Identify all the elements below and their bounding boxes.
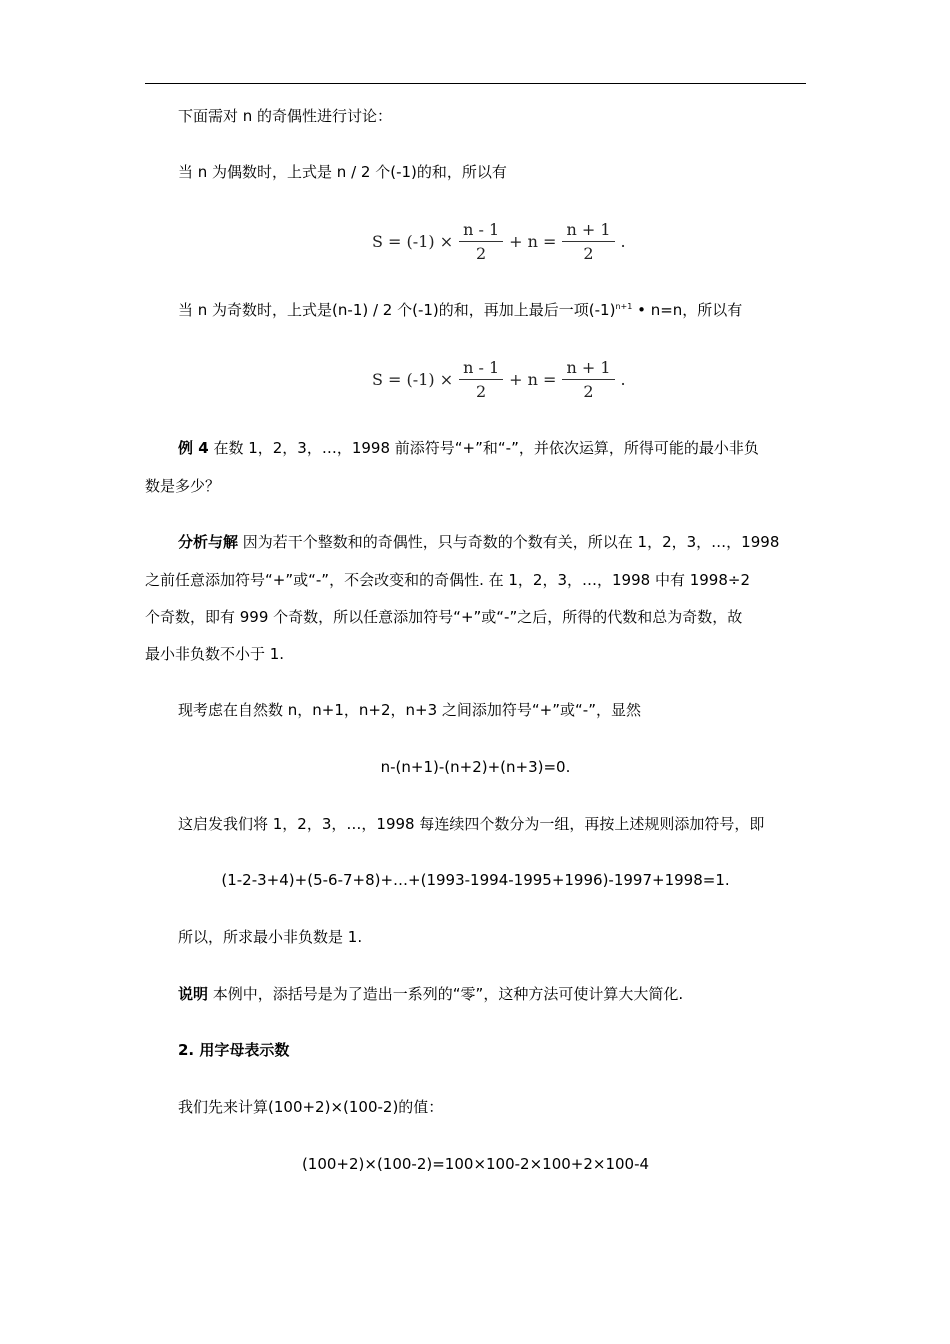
section-heading: 2. 用字母表示数 <box>178 1041 290 1059</box>
odd-case-text: 当 n 为奇数时，上式是(n-1) / 2 个(-1)的和，再加上最后一项(-1) <box>178 301 616 319</box>
formula-odd <box>370 355 628 403</box>
equation-grouped-sum: (1-2-3+4)+(5-6-7+8)+…+(1993-1994-1995+1996)-1997+1998=1. <box>221 871 730 889</box>
fraction-numerator: n - 1 <box>459 220 503 242</box>
exponent: n+1 <box>615 302 633 311</box>
odd-case-text-end: • n=n，所以有 <box>632 301 743 319</box>
analysis-line-4: 最小非负数不小于 1. <box>145 645 285 663</box>
fraction <box>459 358 503 401</box>
note-text: 本例中，添括号是为了造出一系列的“零”，这种方法可使计算大大简化. <box>208 985 684 1003</box>
fraction-denominator: 2 <box>583 243 594 263</box>
example-4-line-1 <box>178 438 759 458</box>
fraction <box>459 220 503 263</box>
analysis-line-1 <box>178 532 779 552</box>
formula-even <box>370 217 628 265</box>
fraction-denominator: 2 <box>476 381 487 401</box>
formula-end: . <box>620 231 626 251</box>
paragraph-grouping: 这启发我们将 1，2，3，…，1998 每连续四个数分为一组，再按上述规则添加符号，即 <box>178 815 765 833</box>
example-label: 例 4 <box>178 439 209 457</box>
fraction-denominator: 2 <box>583 381 594 401</box>
paragraph-parity-intro: 下面需对 n 的奇偶性进行讨论： <box>178 107 393 125</box>
formula-lhs: S = (-1) × <box>372 369 454 389</box>
analysis-text: 因为若干个整数和的奇偶性，只与奇数的个数有关，所以在 1，2，3，…，1998 <box>238 533 780 551</box>
fraction <box>562 358 614 401</box>
paragraph-even-case: 当 n 为偶数时，上式是 n / 2 个(-1)的和，所以有 <box>178 163 507 181</box>
analysis-line-3: 个奇数，即有 999 个奇数，所以任意添加符号“+”或“-”之后，所得的代数和总为奇数，故 <box>145 608 743 626</box>
formula-middle: + n = <box>509 369 557 389</box>
example-4-line-2: 数是多少？ <box>145 477 221 495</box>
paragraph-compute: 我们先来计算(100+2)×(100-2)的值： <box>178 1098 444 1116</box>
equation-expansion: (100+2)×(100-2)=100×100-2×100+2×100-4 <box>301 1155 650 1173</box>
paragraph-conclusion: 所以，所求最小非负数是 1. <box>178 928 363 946</box>
formula-middle: + n = <box>509 231 557 251</box>
note-line <box>178 984 683 1004</box>
fraction-numerator: n + 1 <box>562 358 614 380</box>
fraction-denominator: 2 <box>476 243 487 263</box>
paragraph-consider: 现考虑在自然数 n，n+1，n+2，n+3 之间添加符号“+”或“-”，显然 <box>178 701 641 719</box>
note-label: 说明 <box>178 985 209 1003</box>
fraction <box>562 220 614 263</box>
fraction-numerator: n + 1 <box>562 220 614 242</box>
example-text: 在数 1，2，3，…，1998 前添符号“+”和“-”，并依次运算，所得可能的最小非负 <box>208 439 759 457</box>
analysis-line-2: 之前任意添加符号“+”或“-”，不会改变和的奇偶性. 在 1，2，3，…，1998 中有 1998÷2 <box>145 571 750 589</box>
fraction-numerator: n - 1 <box>459 358 503 380</box>
formula-end: . <box>620 369 626 389</box>
formula-lhs: S = (-1) × <box>372 231 454 251</box>
equation-zero: n-(n+1)-(n+2)+(n+3)=0. <box>380 758 571 776</box>
header-rule <box>145 83 806 84</box>
analysis-label: 分析与解 <box>178 533 239 551</box>
paragraph-odd-case <box>178 300 742 320</box>
